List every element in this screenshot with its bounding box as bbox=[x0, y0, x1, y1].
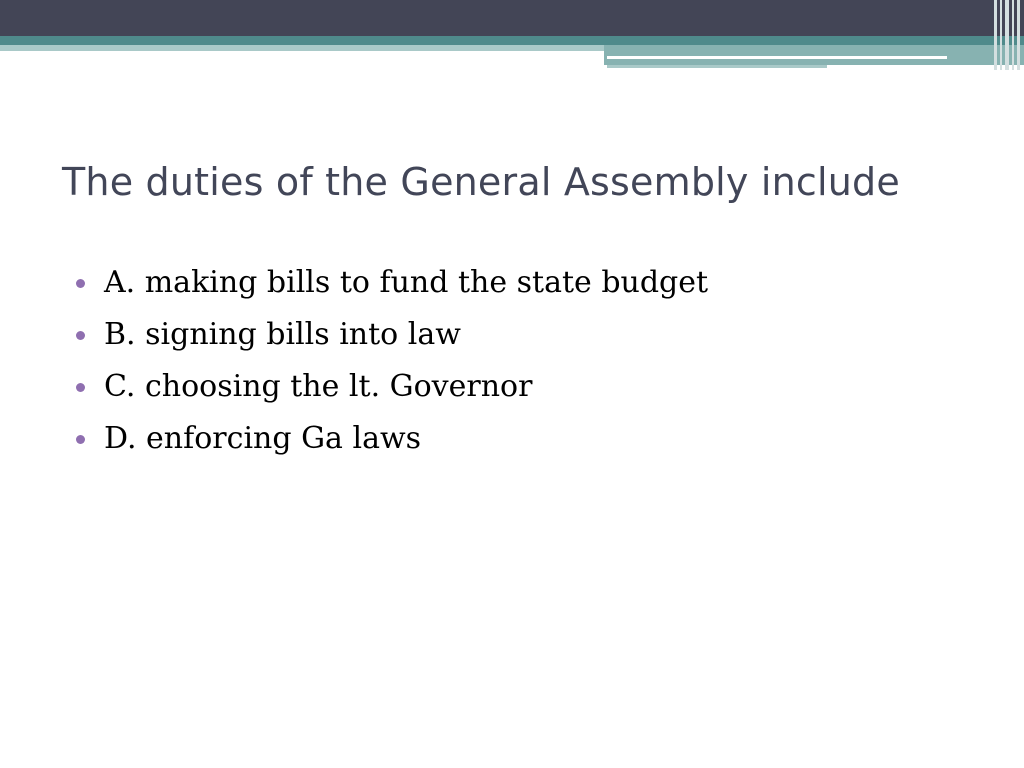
bullet-dot-icon bbox=[76, 383, 85, 392]
header-band-teal bbox=[0, 36, 1024, 45]
header-band-dark bbox=[0, 0, 1024, 36]
slide-title: The duties of the General Assembly include bbox=[62, 160, 900, 204]
bullet-dot-icon bbox=[76, 435, 85, 444]
list-item bbox=[76, 314, 708, 366]
bullet-text: D. enforcing Ga laws bbox=[104, 421, 422, 456]
header-band-teal-right bbox=[604, 45, 1024, 65]
bullet-dot-icon bbox=[76, 279, 85, 288]
bullet-dot-icon bbox=[76, 331, 85, 340]
list-item bbox=[76, 366, 708, 418]
header-accent-line bbox=[607, 65, 827, 68]
list-item bbox=[76, 262, 708, 314]
bullet-list bbox=[76, 262, 708, 470]
list-item bbox=[76, 418, 708, 470]
bullet-text: B. signing bills into law bbox=[104, 317, 461, 352]
header-accent-line bbox=[607, 56, 947, 59]
header-band-teal-light bbox=[0, 45, 604, 51]
bullet-text: A. making bills to fund the state budget bbox=[104, 265, 709, 300]
bullet-text: C. choosing the lt. Governor bbox=[104, 369, 533, 404]
header-stripes bbox=[992, 0, 1024, 70]
